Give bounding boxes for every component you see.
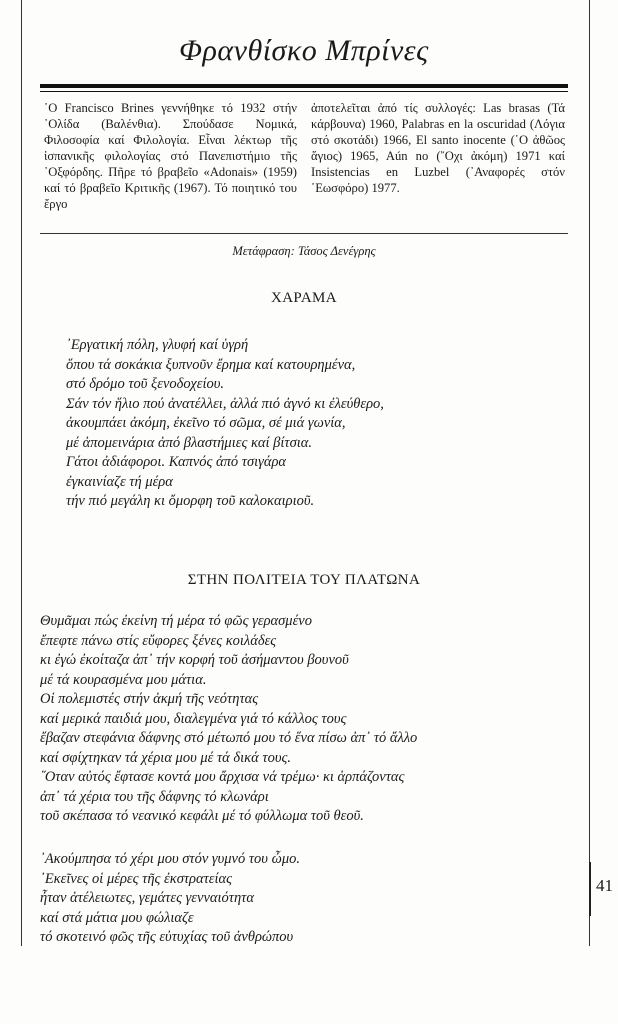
verse-line: ᾿Ακούμπησα τό χέρι μου στόν γυμνό του ὦμο.: [40, 851, 300, 867]
verse-line: καί μερικά παιδιά μου, διαλεγμένα γιά τό κάλλος τους: [40, 710, 347, 727]
verse-line: ὅπου τά σοκάκια ξυπνοῦν ἔρημα καί κατουρημένα,: [66, 356, 356, 373]
translator-credit: Μετάφραση: Τάσος Δενέγρης: [232, 244, 376, 258]
title-rule-thick: [40, 84, 568, 88]
poem-politeia-stanza-1: [40, 612, 417, 827]
bio-separator-rule: [40, 233, 568, 234]
bio-text-left: ῾Ο Francisco Brines γεννήθηκε τό 1932 στήν ᾿Ολίδα (Βαλένθια). Σπούδασε Νομικά, Φιλοσοφία καί Φιλολογία. Εἶναι λέκτωρ τῆς ἱσπανικῆς φιλολογίας στό Πανεπιστήμιο τῆς ᾿Οξφόρδης. Πῆρε τό βραβεῖο «Adonais» (1959) καί τό βραβεῖο Κριτικῆς (1967). Τό ποιητικό του ἔργο: [44, 101, 297, 211]
left-margin-rule: [21, 0, 22, 946]
verse-line: κι ἐγώ ἐκοίταζα ἀπ᾿ τήν κορφή τοῦ ἀσήμαντου βουνοῦ: [40, 652, 349, 668]
verse-line: Θυμᾶμαι πώς ἐκείνη τή μέρα τό φῶς γερασμένο: [40, 613, 312, 629]
verse-line: ἐγκαινίαζε τή μέρα: [66, 473, 173, 490]
page-number: 41: [596, 876, 613, 895]
verse-line: μέ ἀπομεινάρια ἀπό βλαστήμιες καί βίτσια.: [66, 434, 313, 451]
verse-line: τήν πιό μεγάλη κι ὄμορφη τοῦ καλοκαιριοῦ.: [66, 493, 315, 509]
poem-politeia-stanza-2: [40, 850, 300, 948]
verse-line: τό σκοτεινό φῶς τῆς εὐτυχίας τοῦ ἀνθρώπου: [40, 929, 294, 945]
title-rule-thin: [40, 91, 568, 92]
verse-line: ἔβαζαν στεφάνια δάφνης στό μέτωπό μου τό ἕνα πίσω ἀπ᾿ τό ἄλλο: [40, 730, 418, 746]
verse-line: ᾿Εκεῖνες οἱ μέρες τῆς ἐκστρατείας: [40, 870, 233, 887]
verse-line: ἀκουμπάει ἀκόμη, ἐκεῖνο τό σῶμα, σέ μιά γωνία,: [66, 415, 346, 431]
bio-text-right: ἀποτελεῖται ἀπό τίς συλλογές: Las brasas (Τά κάρβουνα) 1960, Palabras en la oscuridad (Λόγια στό σκοτάδι) 1966, El santo inocente (῾Ο ἀθῶος ἅγιος) 1965, Aún no (῎Οχι ἀκόμη) 1971 καί Insistencias en Luzbel (᾿Αναφορές στόν ῾Εωσφόρο) 1977.: [311, 101, 565, 195]
verse-line: ᾿Εργατική πόλη, γλυφή καί ὑγρή: [66, 337, 249, 353]
verse-line: ἔπεφτε πάνω στίς εὔφορες ξένες κοιλάδες: [40, 632, 277, 649]
verse-line: Οἱ πολεμιστές στήν ἀκμή τῆς νεότητας: [40, 691, 259, 707]
verse-line: καί στά μάτια μου φώλιαζε: [40, 909, 194, 926]
verse-line: Γάτοι ἀδιάφοροι. Καπνός ἀπό τσιγάρα: [66, 454, 287, 470]
verse-line: ἦταν ἀτέλειωτες, γεμάτες γενναιότητα: [40, 890, 254, 906]
verse-line: μέ τά κουρασμένα μου μάτια.: [40, 671, 207, 688]
poem-charama: [66, 336, 384, 512]
verse-line: Σάν τόν ἥλιο πού ἀνατέλλει, ἀλλά πιό ἀγνό κι ἐλεύθερο,: [66, 395, 384, 412]
bio-column-right: [311, 100, 565, 196]
poem-title-charama: ΧΑΡΑΜΑ: [270, 290, 338, 306]
verse-line: τοῦ σκέπασα τό νεανικό κεφάλι μέ τό φύλλωμα τοῦ θεοῦ.: [40, 808, 364, 824]
bio-column-left: [44, 100, 297, 212]
verse-line: στό δρόμο τοῦ ξενοδοχείου.: [66, 376, 224, 392]
right-margin-rule-thick: [589, 862, 591, 916]
poem-title-politeia: ΣΤΗΝ ΠΟΛΙΤΕΙΑ ΤΟΥ ΠΛΑΤΩΝΑ: [187, 572, 421, 588]
verse-line: καί σφίχτηκαν τά χέρια μου μέ τά δικά τους.: [40, 749, 291, 766]
page-title: Φρανθίσκο Μπρίνες: [179, 34, 429, 67]
verse-line: ῞Οταν αὐτός ἔφτασε κοντά μου ἄρχισα νά τρέμω· κι ἁρπάζοντας: [40, 769, 405, 785]
verse-line: ἀπ᾿ τά χέρια του τῆς δάφνης τό κλωνάρι: [40, 788, 269, 805]
right-margin-rule: [589, 0, 590, 946]
